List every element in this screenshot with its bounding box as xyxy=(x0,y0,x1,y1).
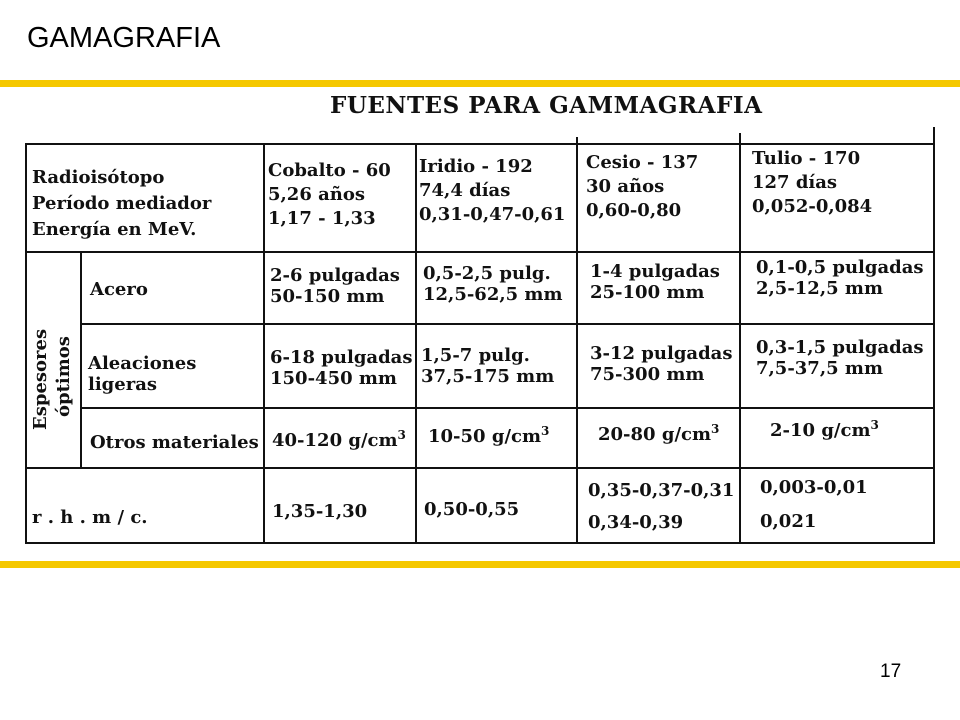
isotope-energy: 0,31-0,47-0,61 xyxy=(419,204,566,225)
cell-acero-cesio xyxy=(590,261,720,303)
isotope-name: Iridio - 192 xyxy=(419,156,533,177)
header-labels xyxy=(32,165,211,243)
cell-line: 50-150 mm xyxy=(270,286,385,307)
page-number: 17 xyxy=(880,661,902,682)
density-range: 40-120 xyxy=(272,430,343,451)
label-radioisotopo: Radioisótopo xyxy=(32,167,165,188)
row-label-otros-materiales: Otros materiales xyxy=(90,432,259,453)
isotope-name: Cobalto - 60 xyxy=(268,160,391,181)
cell-acero-tulio xyxy=(756,257,924,299)
cell-line: 0,1-0,5 pulgadas xyxy=(756,257,924,278)
grid-line xyxy=(25,542,935,544)
grid-line xyxy=(415,143,417,543)
cell-line: 3-12 pulgadas xyxy=(590,343,733,364)
label-energia: Energía en MeV. xyxy=(32,219,197,240)
row-label-aleaciones xyxy=(88,353,196,395)
isotope-period: 5,26 años xyxy=(268,184,365,205)
cell-line: 1,5-7 pulg. xyxy=(421,345,530,366)
cell-line: 0,021 xyxy=(760,511,817,532)
grid-line xyxy=(25,467,935,469)
header-cobalto xyxy=(268,159,391,231)
isotope-period: 127 días xyxy=(752,172,838,193)
row-label-line: Aleaciones xyxy=(88,353,197,374)
grid-line xyxy=(80,323,935,325)
bottom-accent-bar xyxy=(0,561,960,568)
grid-line xyxy=(933,127,935,543)
cell-otros-tulio xyxy=(770,420,879,441)
density-range: 2-10 xyxy=(770,420,816,441)
density-unit: g/cm xyxy=(491,426,542,447)
top-accent-bar xyxy=(0,80,960,87)
label-periodo: Período mediador xyxy=(32,193,212,214)
cell-line: 37,5-175 mm xyxy=(421,366,555,387)
isotope-energy: 1,17 - 1,33 xyxy=(268,208,376,229)
unit-exponent: 3 xyxy=(397,428,406,442)
isotope-period: 30 años xyxy=(586,176,665,197)
grid-line xyxy=(263,143,265,543)
grid-line xyxy=(25,143,27,543)
cell-line: 12,5-62,5 mm xyxy=(423,284,563,305)
unit-exponent: 3 xyxy=(870,418,879,432)
cell-line: 0,5-2,5 pulg. xyxy=(423,263,551,284)
group-label-espesores: Espesores xyxy=(30,328,51,430)
density-unit: g/cm xyxy=(661,424,712,445)
cell-otros-iridio xyxy=(428,426,549,447)
cell-line: 0,003-0,01 xyxy=(760,477,868,498)
density-range: 10-50 xyxy=(428,426,486,447)
cell-rhm-tulio xyxy=(760,471,868,539)
grid-line xyxy=(739,133,741,543)
cell-rhm-cobalto: 1,35-1,30 xyxy=(272,501,368,522)
header-iridio xyxy=(419,155,565,227)
row-label-line: ligeras xyxy=(88,374,157,395)
cell-line: 7,5-37,5 mm xyxy=(756,358,883,379)
cell-otros-cobalto xyxy=(272,430,406,451)
row-label-rhm: r . h . m / c. xyxy=(32,507,148,528)
unit-exponent: 3 xyxy=(541,424,550,438)
cell-acero-iridio xyxy=(423,263,563,305)
cell-line: 25-100 mm xyxy=(590,282,705,303)
grid-line xyxy=(80,251,82,467)
cell-line: 75-300 mm xyxy=(590,364,705,385)
header-cesio xyxy=(586,151,698,223)
cell-line: 150-450 mm xyxy=(270,368,397,389)
cell-line: 2-6 pulgadas xyxy=(270,265,400,286)
cell-line: 1-4 pulgadas xyxy=(590,261,720,282)
isotope-energy: 0,60-0,80 xyxy=(586,200,682,221)
group-label-optimos: óptimos xyxy=(53,336,74,417)
isotope-name: Tulio - 170 xyxy=(752,148,861,169)
cell-line: 0,3-1,5 pulgadas xyxy=(756,337,924,358)
cell-aleaciones-tulio xyxy=(756,337,924,379)
cell-aleaciones-cobalto xyxy=(270,347,412,389)
density-unit: g/cm xyxy=(821,420,871,441)
grid-line xyxy=(576,137,578,543)
isotope-name: Cesio - 137 xyxy=(586,152,699,173)
density-range: 20-80 xyxy=(598,424,656,445)
cell-line: 0,34-0,39 xyxy=(588,512,684,533)
unit-exponent: 3 xyxy=(711,422,720,436)
isotope-period: 74,4 días xyxy=(419,180,511,201)
grid-line xyxy=(80,407,935,409)
cell-otros-cesio xyxy=(598,424,719,445)
cell-acero-cobalto xyxy=(270,265,400,307)
cell-rhm-iridio: 0,50-0,55 xyxy=(424,499,520,520)
cell-rhm-cesio xyxy=(588,475,734,539)
grid-line xyxy=(25,251,933,253)
cell-line: 0,35-0,37-0,31 xyxy=(588,480,735,501)
table-title: FUENTES PARA GAMMAGRAFIA xyxy=(330,92,763,119)
row-label-acero: Acero xyxy=(90,279,148,300)
header-tulio xyxy=(752,147,872,219)
density-unit: g/cm xyxy=(348,430,398,451)
cell-aleaciones-cesio xyxy=(590,343,732,385)
scanned-table xyxy=(0,87,960,561)
grid-line xyxy=(25,143,933,145)
cell-line: 2,5-12,5 mm xyxy=(756,278,883,299)
isotope-energy: 0,052-0,084 xyxy=(752,196,873,217)
cell-line: 6-18 pulgadas xyxy=(270,347,413,368)
cell-aleaciones-iridio xyxy=(421,345,554,387)
slide-title: GAMAGRAFIA xyxy=(27,22,221,54)
